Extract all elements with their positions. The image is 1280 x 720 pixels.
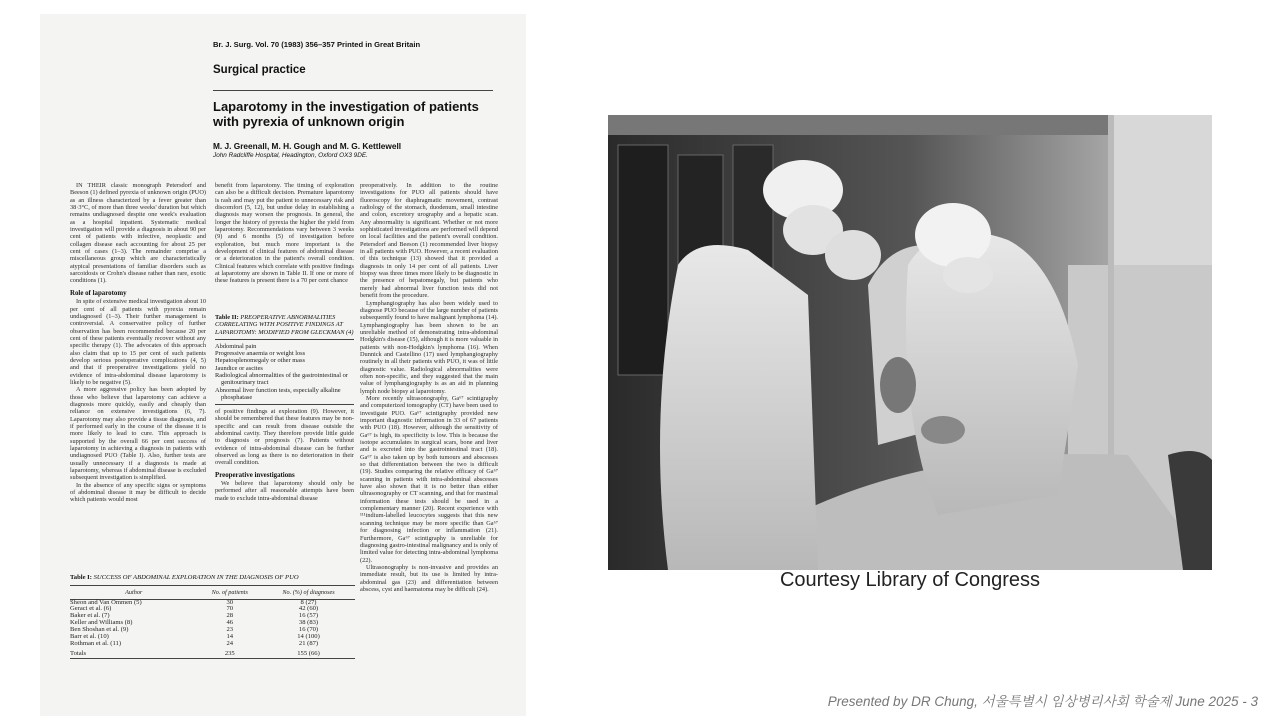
results-table: [70, 585, 355, 659]
table-cell: 21 (87): [298, 639, 319, 647]
divider: [215, 404, 354, 405]
table-item: Jaundice or ascites: [215, 364, 263, 372]
paragraph: benefit from laparotomy. The timing of exploration can also be a difficult decision. Premature laparotomy is rash and may put the patient to unnecessary risk and discomfort (5, 12), but undue delay in establishing a diagnosis may worsen the prognosis. In general, the longer the history of pyrexia the higher the yield from laparotomy. Recommendations vary between 3 weeks (9) and 6 months (5) of investigation before exploration, but much more important is the development of clinical features of abdominal disease or a deterioration in the patient's overall condition. Clinical features which correlate with positive findings at laparotomy are shown in Table II. If one or more of these features is present there is a 70 per cent chance: [215, 182, 354, 285]
table-cell: 14: [226, 633, 234, 641]
table-item: Abdominal pain: [215, 342, 257, 350]
subheading: Preoperative investigations: [215, 471, 295, 479]
column-header: No. of patients: [198, 585, 263, 599]
table-item: Radiological abnormalities of the gastrointestinal or genitourinary tract: [215, 372, 348, 387]
table-totals-row: [70, 648, 355, 658]
table-item: Hepatosplenomegaly or other mass: [215, 357, 305, 365]
table-item: Progressive anaemia or weight loss: [215, 350, 306, 358]
table-cell: 8 (27): [300, 598, 317, 606]
table-cell: 24: [226, 639, 234, 647]
text-column-2-top: [215, 182, 354, 308]
table-cell: 28: [226, 612, 234, 620]
table-cell: Rothman et al. (11): [70, 639, 122, 647]
paragraph: Ultrasonography is non-invasive and provides an immediate result, but its use is limited by intra-abdominal gas (23) and differentiation between abscess, cyst and haematoma may be difficult (24).: [360, 563, 498, 593]
paragraph: IN THEIR classic monograph Petersdorf and Beeson (1) defined pyrexia of unknown origin (PUO) as an illness characterized by a fever greater than 38·3°C, of more than three weeks' duration but which remains undiagnosed despite one week's evaluation as a hospital inpatient. Systematic medical investigation will provide a diagnosis in about 90 per cent of patients with infective, neoplastic and collagen disease each accounting for about 25 per cent of cases (1–3). The remainder comprise a miscellaneous group which are characteristically atypical presentations of familiar disorders such as sarcoidosis or Crohn's disease rather than rare, exotic conditions (1).: [70, 182, 206, 285]
column-header: No. (%) of diagnoses: [262, 585, 355, 599]
paragraph: In spite of extensive medical investigation about 10 per cent of all patients with pyrexia remain undiagnosed (1–3). Their further management is controversial. A conservative policy of further observation has been recommended because 20 per cent of these patients eventually recover without any specific therapy (1). The advocates of this approach also claim that up to 15 per cent of such patients develop serious postoperative complications (4, 5) and that if preoperative investigations yield no evidence of intra-abdominal disease laparotomy is likely to be negative (5).: [70, 298, 206, 386]
divider: [215, 339, 354, 340]
paragraph: preoperatively. In addition to the routine investigations for PUO all patients should have fluoroscopy for diaphragmatic movement, contrast radiology of the stomach, duodenum, small intestine and colon, excretory urography and a hepatic scan. Any abnormality is significant. Whether or not more sophisticated investigations are performed will depend on local facilities and the patient's overall condition. Petersdorf and Beeson (1) recommended liver biopsy in all patients with PUO. However, a recent evaluation of this technique (13) showed that it provided a diagnosis in only 14 per cent of all patients. Liver biopsy was three times more likely to be diagnostic in the presence of hepatomegaly, but patients who merely had abnormal liver function tests did not benefit from the procedure.: [360, 182, 498, 300]
paragraph: A more aggressive policy has been adopted by those who believe that laparotomy can achieve a diagnosis more quickly, easily and cheaply than reliance on extensive investigations (6, 7). Laparotomy may also provide a tissue diagnosis, and if performed early in the course of the disease it is more likely to lead to cure. This approach is supported by the overall 66 per cent success of laparotomy in achieving a diagnosis in patients with undiagnosed PUO (Table I). Also, further tests are usually unnecessary if a diagnosis is made at laparotomy, whereas if abdominal disease is excluded subsequent investigation is simplified.: [70, 386, 206, 482]
table-2: [215, 314, 354, 408]
table-cell: 155 (66): [297, 649, 320, 657]
subheading: Role of laparotomy: [70, 289, 127, 297]
table-item: Abnormal liver function tests, especially alkaline phosphatase: [215, 386, 341, 401]
historical-surgery-photo: [608, 115, 1212, 570]
article-authors: M. J. Greenall, M. H. Gough and M. G. Kettlewell: [213, 141, 402, 151]
table-1: [70, 574, 355, 659]
paragraph: We believe that laparotomy should only be performed after all reasonable attempts have been made to exclude intra-abdominal disease: [215, 480, 354, 502]
paragraph: In the absence of any specific signs or symptoms of abdominal disease it may be difficult to decide which patients would most: [70, 481, 206, 504]
paragraph: Lymphangiography has also been widely used to diagnose PUO because of the large number of patients subsequently found to have malignant lymphoma (14). Lymphangiography has been shown to be an unreliable method of demonstrating intra-abdominal Hodgkin's disease (15), although it is more valuable in patients with non-Hodgkin's lymphoma (16). When Dunnick and Castellino (17) used lymphangiography routinely in all their patients with PUO, it was of little diagnostic value. Radiological abnormalities were often non-specific, and they suggested that the main value of lymphangiography is as an aid in planning lymph node biopsy at laparotomy.: [360, 299, 498, 395]
table-caption: Table I: SUCCESS OF ABDOMINAL EXPLORATION IN THE DIAGNOSIS OF PUO: [70, 574, 299, 581]
table-cell: 235: [224, 649, 235, 657]
table-cell: 46: [226, 619, 234, 627]
journal-article-scan: [40, 14, 526, 716]
surgeon-left: [660, 245, 818, 570]
surgical-cap: [915, 203, 991, 267]
table-cell: 14 (100): [297, 633, 320, 641]
operating-room-image: [608, 115, 1212, 570]
gloved-hand: [921, 416, 965, 444]
table-cell: Ben Shoshan et al. (9): [70, 626, 129, 634]
surgical-mask: [943, 257, 993, 293]
paragraph: More recently ultrasonography, Ga⁶⁷ scintigraphy and computerized tomography (CT) have been used to investigate PUO. Ga⁶⁷ scintigraphy provided new important diagnostic information in 33 of 67 patients with PUO (18). However, although the sensitivity of Ga⁶⁷ is high, its specificity is low. This is because the isotope accumulates in surgical scars, bone and liver and is excreted into the gastrointestinal tract (18). Ga⁶⁷ is also taken up by both tumours and abscesses so that differentiation between the two is difficult (19). Studies comparing the relative efficacy of Ga⁶⁷ scanning in patients with intra-abdominal abscesses have also shown that it is no better than either ultrasonography or CT scanning, and that for maximal information these tests should be used in a complementary manner (20). Recent experience with ¹¹¹indium-labelled leucocytes suggests that this new scanning technique may be more specific than Ga⁶⁷ for diagnosing infection or inflammation (21). Furthermore, Ga⁶⁷ scintigraphy is unreliable for diagnosing gastro-intestinal malignancy and is only of limited value for detecting intra-abdominal lymphoma (22).: [360, 394, 498, 564]
article-affiliation: John Radcliffe Hospital, Headington, Oxford OX3 9DE.: [213, 152, 368, 159]
section-heading: Surgical practice: [213, 64, 306, 76]
text-column-1: [70, 182, 206, 572]
table-cell: 30: [226, 598, 234, 606]
table-cell: 38 (83): [298, 619, 319, 627]
table-cell: 23: [226, 626, 234, 634]
table-row: [70, 641, 355, 648]
divider: [213, 90, 493, 91]
journal-citation: Br. J. Surg. Vol. 70 (1983) 356–357 Printed in Great Britain: [213, 40, 421, 49]
table-cell: Barr et al. (10): [70, 633, 109, 641]
table-cell: Geraci et al. (6): [70, 605, 112, 613]
table-cell: 42 (60): [298, 605, 319, 613]
table-cell: 16 (57): [298, 612, 319, 620]
table-cell: 16 (70): [298, 626, 319, 634]
article-title: Laparotomy in the investigation of patients with pyrexia of unknown origin: [213, 99, 479, 129]
text-column-3: [360, 182, 498, 688]
photo-caption: Courtesy Library of Congress: [779, 569, 1041, 591]
paragraph: of positive findings at exploration (9). However, it should be remembered that these features may be non-specific and can result from disease outside the abdominal cavity. They therefore provide little guide to diagnosis or prognosis (7). Patients without evidence of intra-abdominal disease can be further observed as long as there is no deterioration in their overall condition.: [215, 408, 354, 467]
table-cell: 70: [226, 605, 234, 613]
gloved-hand: [880, 357, 916, 413]
cabinet: [618, 145, 668, 375]
column-header: Author: [70, 585, 198, 599]
table-caption: Table II: PREOPERATIVE ABNORMALITIES CORRELATING WITH POSITIVE FINDINGS AT LAPAROTOMY: MODIFIED FROM GLECKMAN (4): [215, 314, 354, 336]
table-cell: Totals: [70, 649, 87, 657]
slide-footer: Presented by DR Chung, 서울특별시 임상병리사회 학술제 June 2025 - 3: [827, 694, 1258, 709]
table-cell: Sheon and Van Ommen (5): [70, 598, 142, 606]
text-column-2-bottom: [215, 408, 354, 558]
table-cell: Keller and Williams (8): [70, 619, 133, 627]
table-cell: Baker et al. (7): [70, 612, 110, 620]
